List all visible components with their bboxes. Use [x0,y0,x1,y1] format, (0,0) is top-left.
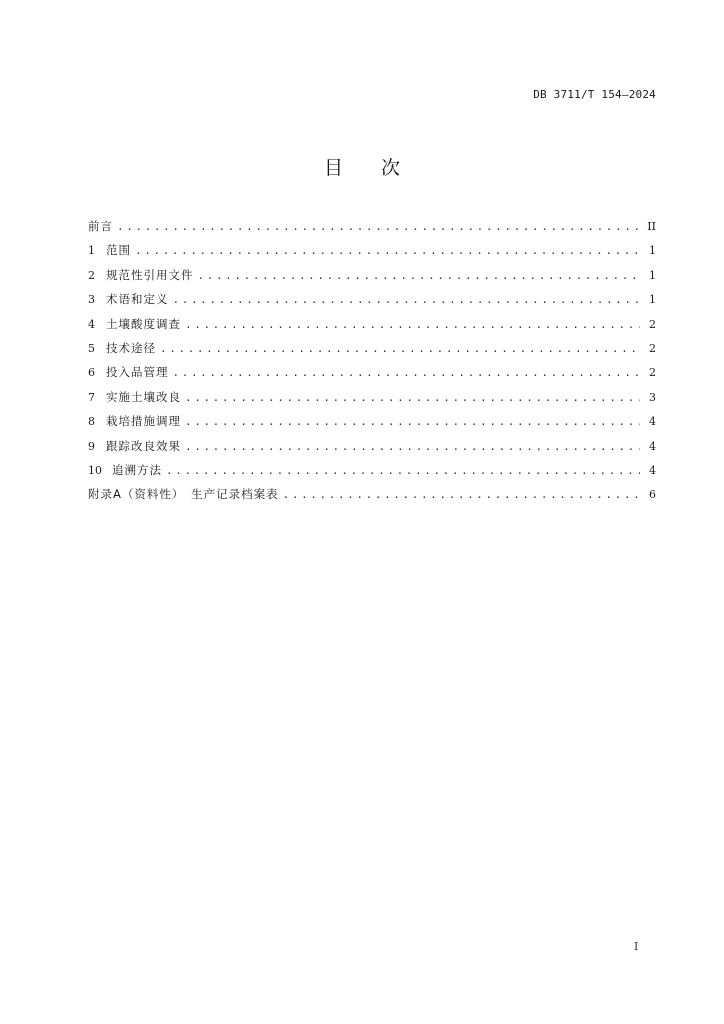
toc-entry-2[interactable] [88,267,656,291]
toc-section-number: 8 [88,415,95,429]
toc-page-number: 2 [649,341,656,355]
toc-leader-dots [198,269,641,282]
toc-entry-8[interactable] [88,413,656,437]
toc-leader-dots [185,415,640,428]
toc-page-number: 4 [649,463,656,477]
toc-entry-title: 土壤酸度调查 [106,316,181,331]
toc-page-number: 2 [649,317,656,331]
page-title [0,153,724,180]
toc-page-number: II [647,220,656,233]
toc-section-number: 1 [88,244,95,258]
toc-entry-foreword[interactable] [88,218,656,242]
toc-leader-dots [166,464,640,477]
toc-section-number: 7 [88,390,95,404]
toc-section-number: 4 [88,317,95,331]
toc-leader-dots [185,440,640,453]
toc-entry-4[interactable] [88,316,656,340]
toc-entry-title: 术语和定义 [106,292,169,307]
toc-page-number: 4 [649,415,656,429]
title-char-1: 目 [323,157,343,179]
toc-entry-appendix-a[interactable] [88,486,656,510]
toc-leader-dots [185,318,640,331]
toc-section-number: 5 [88,341,95,355]
toc-entry-title: 投入品管理 [106,365,169,380]
toc-leader-dots [283,488,640,501]
toc-entry-title: 跟踪改良效果 [106,438,181,453]
toc-entry-3[interactable] [88,291,656,315]
toc-entry-title: 栽培措施调理 [106,414,181,429]
toc-entry-5[interactable] [88,340,656,364]
toc-entry-title: 规范性引用文件 [106,267,194,282]
table-of-contents [88,218,656,511]
toc-leader-dots [135,244,640,257]
toc-leader-dots [117,220,640,233]
toc-entry-title: 实施土壤改良 [106,389,181,404]
toc-leader-dots [160,342,640,355]
toc-page-number: 4 [649,439,656,453]
toc-entry-title: 范围 [106,243,131,258]
toc-section-number: 9 [88,439,95,453]
title-char-2: 次 [381,157,401,179]
toc-entry-10[interactable] [88,462,656,486]
toc-page-number: 1 [649,293,656,307]
toc-page-number: 1 [649,244,656,258]
toc-entry-title: 附录A（资料性） 生产记录档案表 [88,487,279,502]
toc-entry-title: 前言 [88,219,113,233]
toc-entry-6[interactable] [88,364,656,388]
toc-entry-title: 追溯方法 [112,462,162,477]
toc-entry-1[interactable] [88,242,656,266]
document-code: DB 3711/T 154—2024 [533,88,656,101]
toc-page-number: 2 [649,366,656,380]
toc-section-number: 6 [88,366,95,380]
toc-leader-dots [173,293,641,306]
toc-page-number: 3 [649,390,656,404]
toc-leader-dots [173,366,641,379]
toc-entry-7[interactable] [88,389,656,413]
toc-page-number: 1 [649,268,656,282]
toc-page-number: 6 [649,488,656,502]
toc-leader-dots [185,391,640,404]
toc-entry-9[interactable] [88,438,656,462]
page-number: I [634,940,639,953]
toc-entry-title: 技术途径 [106,340,156,355]
toc-section-number: 2 [88,268,95,282]
toc-section-number: 3 [88,293,95,307]
toc-section-number: 10 [88,463,102,477]
